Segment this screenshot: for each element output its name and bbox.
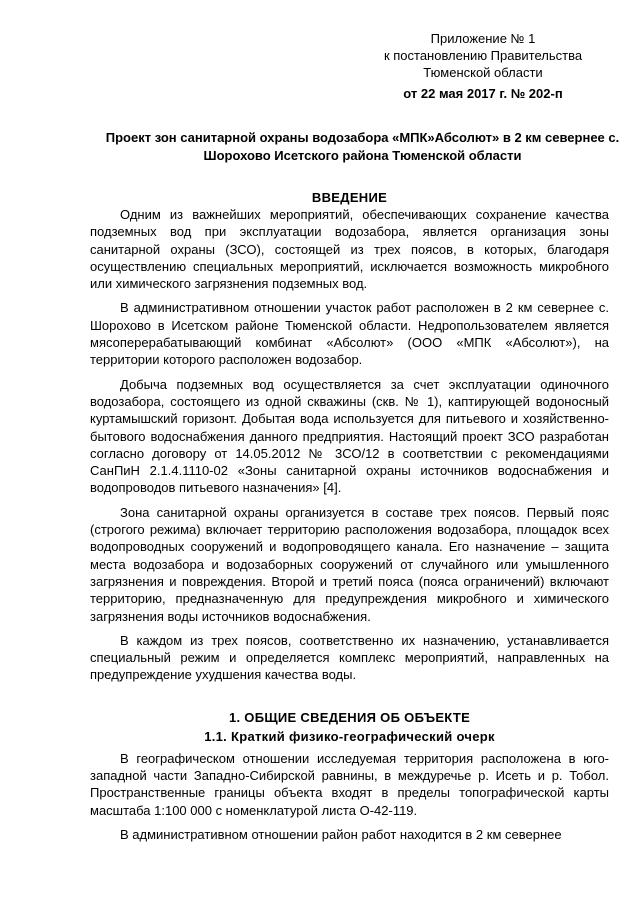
section-heading: 1. ОБЩИЕ СВЕДЕНИЯ ОБ ОБЪЕКТЕ xyxy=(228,709,471,725)
intro-heading: ВВЕДЕНИЕ xyxy=(311,190,388,205)
intro-paragraph: Одним из важнейших мероприятий, обеспечивающих сохранение качества подземных вод при эксплуатации водозабора, является организация зоны санитарной охраны (ЗСО), состоящей из трех поясов, в которых, благодаря осуществлению специальных мероприятий, исключается возможность микробного или химического загрязнения подземных вод. xyxy=(90,207,609,292)
section-paragraph: В географическом отношении исследуемая территория расположена в юго-западной части Западно-Сибирской равнины, в междуречье р. Исеть и р. Тобол. Пространственные границы объекта входят в пределы топографической карты масштаба 1:100 000 с номенклатурой листа О-42-119. xyxy=(90,750,609,818)
subsection-heading: 1.1. Краткий физико-географический очерк xyxy=(204,728,495,744)
project-title: Проект зон санитарной охраны водозабора «МПК»Абсолют» в 2 км севернее с. Шорохово Исетского района Тюменской области xyxy=(105,130,620,163)
intro-paragraph: Зона санитарной охраны организуется в составе трех поясов. Первый пояс (строгого режима) включает территорию расположения водозабора, площадок всех водопроводных сооружений и водопроводящего канала. Его назначение – защита места водозабора и водозаборных сооружений от случайного или умышленного загрязнения и повреждения. Второй и третий пояса (пояса ограничений) включают территорию, предназначенную для предупреждения микробного и химического загрязнения воды источников водоснабжения. xyxy=(90,504,609,624)
appendix-date: от 22 мая 2017 г. № 202-п xyxy=(403,86,563,101)
appendix-region-line: Тюменской области xyxy=(423,65,543,80)
appendix-decree-line: к постановлению Правительства xyxy=(383,48,583,63)
appendix-header xyxy=(373,30,593,102)
appendix-number: Приложение № 1 xyxy=(430,31,536,46)
intro-paragraph: В административном отношении участок работ расположен в 2 км севернее с. Шорохово в Исетском районе Тюменской области. Недропользователем является мясоперерабатывающий комбинат «Абсолют» (ООО «МПК «Абсолют»), на территории которого расположен водозабор. xyxy=(90,300,609,368)
intro-paragraph: Добыча подземных вод осуществляется за счет эксплуатации одиночного водозабора, состоящего из одной скважины (скв. № 1), каптирующей водоносный куртамышский горизонт. Добытая вода используется для питьевого и хозяйственно-бытового водоснабжения данного предприятия. Настоящий проект ЗСО разработан согласно договору от 14.05.2012 № 3СО/12 в соответствии с рекомендациями СанПиН 2.1.4.1110-02 «Зоны санитарной охраны источников водоснабжения и водопроводов питьевого назначения» [4]. xyxy=(90,376,609,496)
document-body xyxy=(90,189,609,850)
intro-paragraph: В каждом из трех поясов, соответственно их назначению, устанавливается специальный режим и определяется комплекс мероприятий, направленных на предупреждение ухудшения качества воды. xyxy=(90,632,609,683)
section-paragraph: В административном отношении район работ находится в 2 км севернее xyxy=(120,826,562,842)
